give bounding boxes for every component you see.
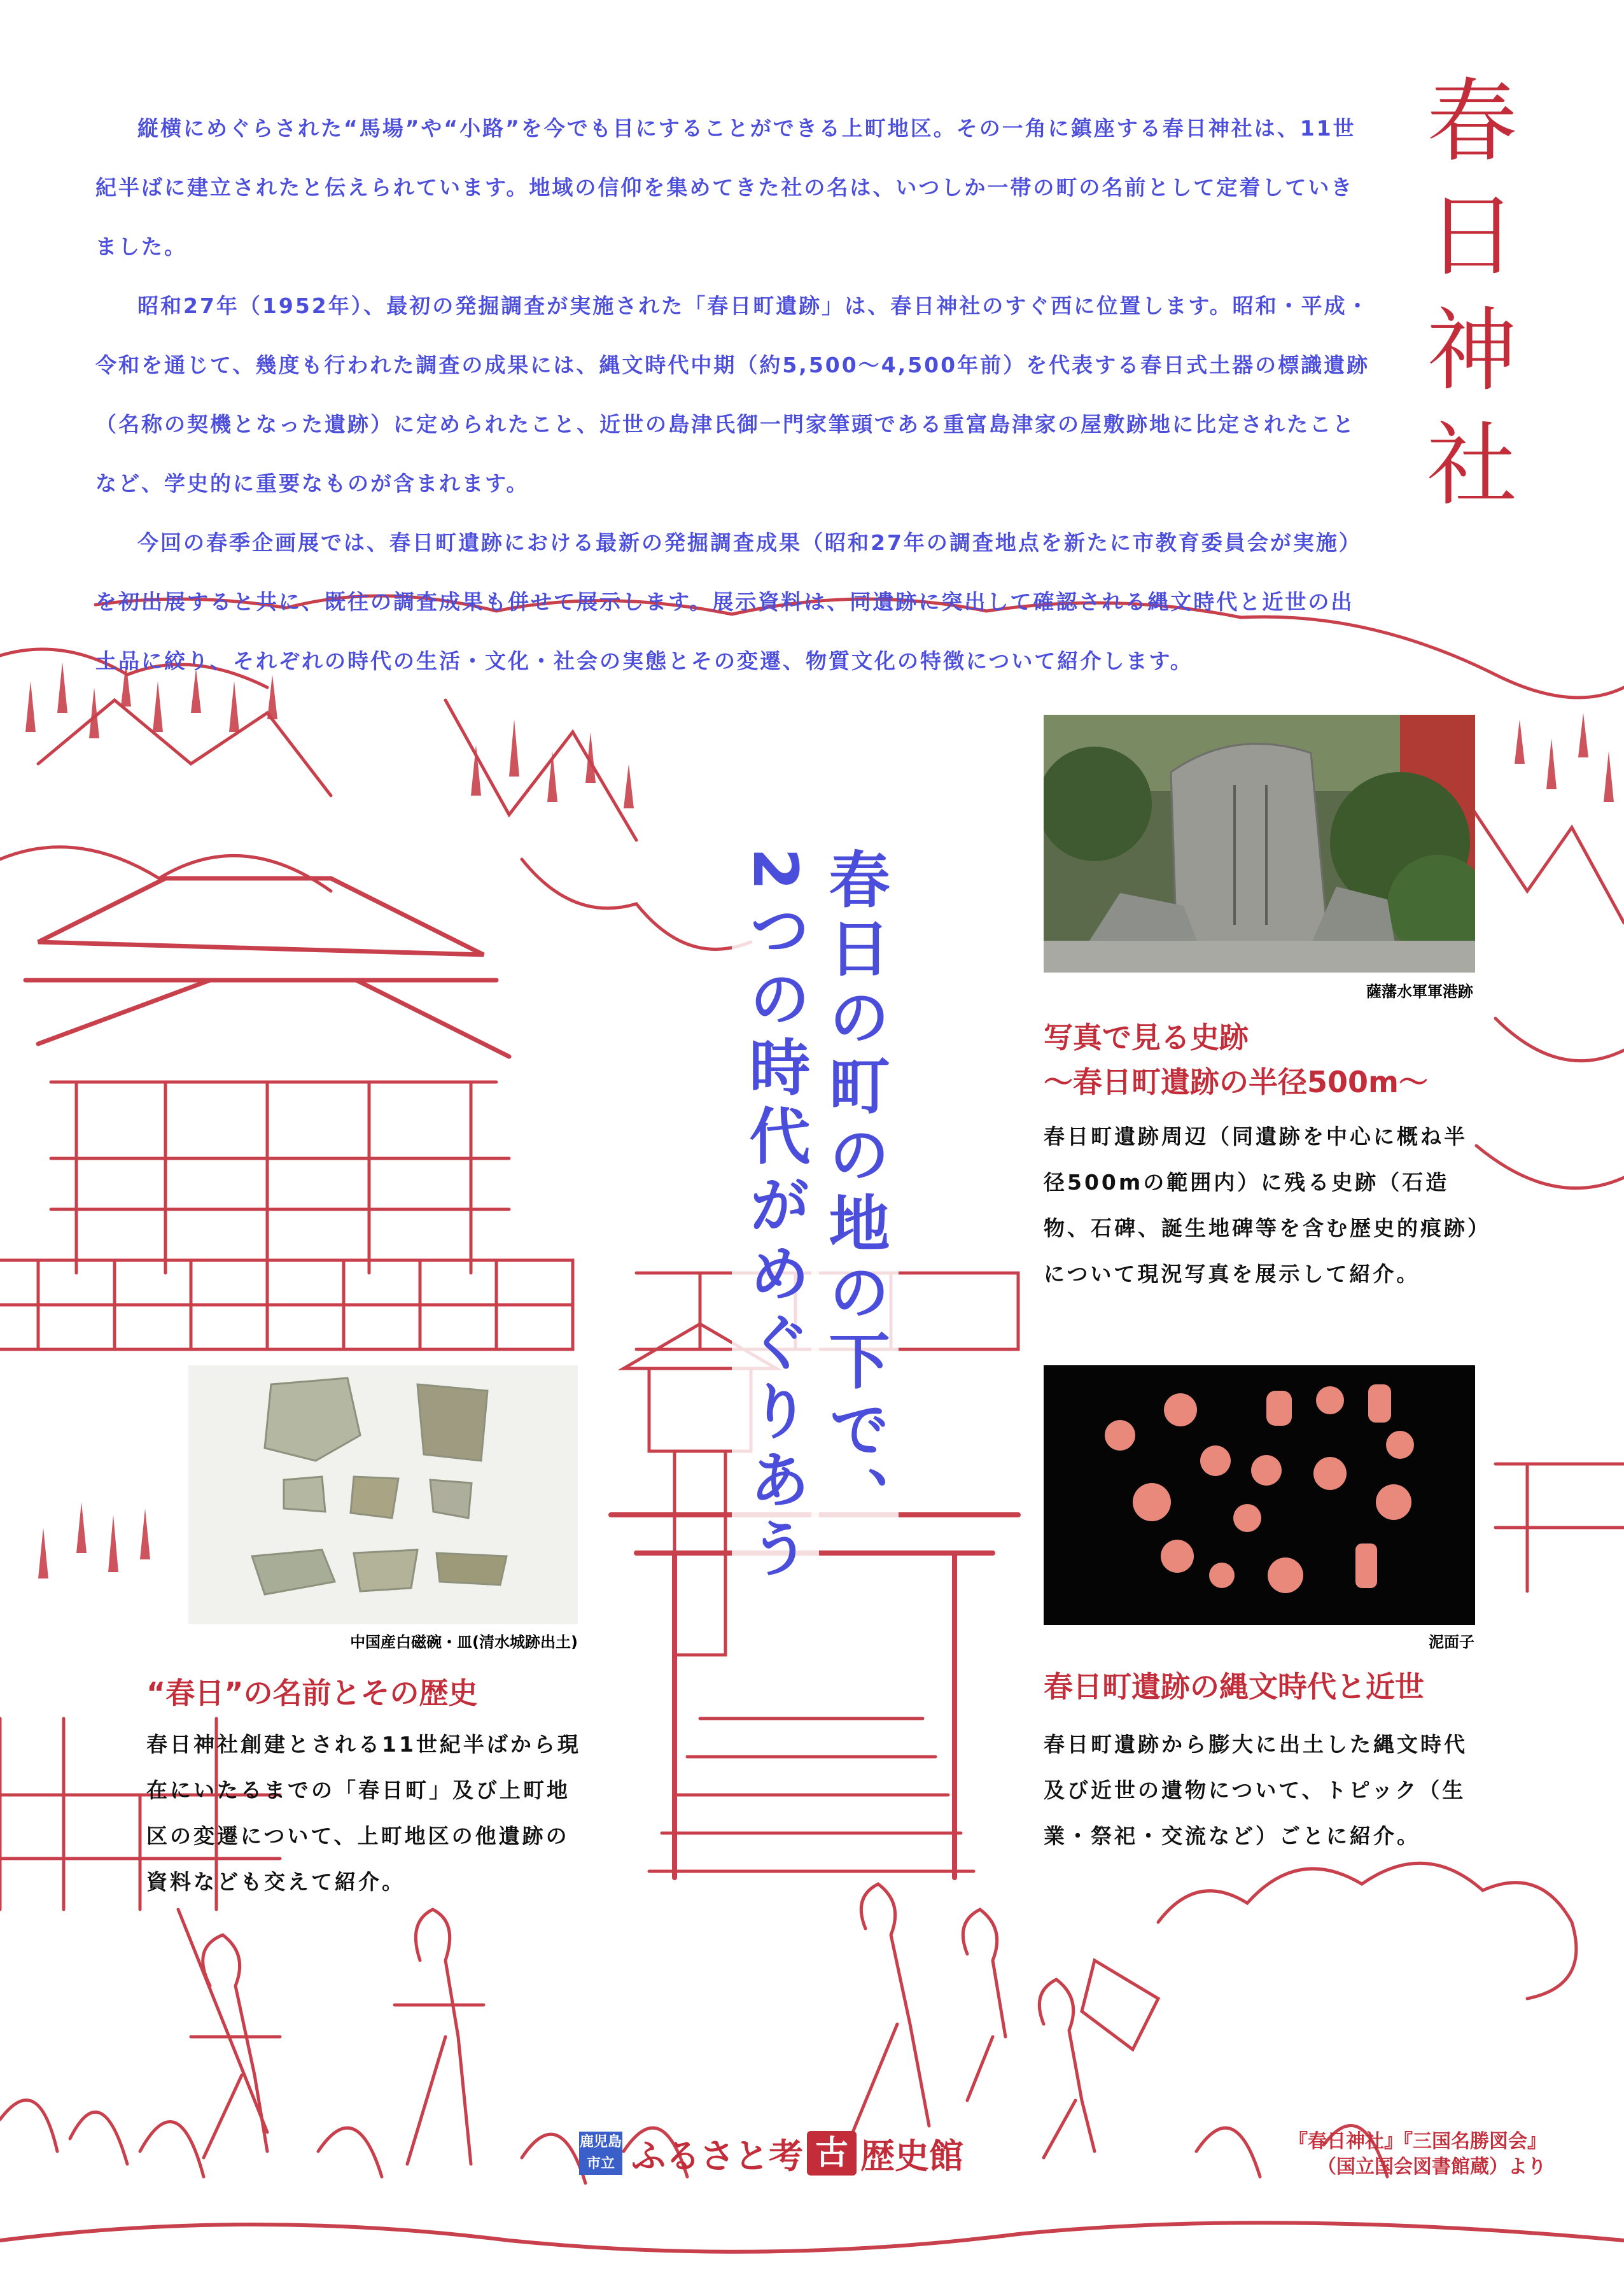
section-name-heading: “春日”の名前とその歴史 <box>146 1676 478 1710</box>
intro-paragraph-1: 縦横にめぐらされた“馬場”や“小路”を今でも目にすることができる上町地区。その一角に鎮座する春日神社は、11世紀半ばに建立されたと伝えられています。地域の信仰を集めてきた社の名は、いつしか一帯の町の名前として定着していきました。 <box>95 116 1356 259</box>
monument-photo <box>1044 715 1475 973</box>
logo-name-1: ふるさと考 <box>631 2135 803 2176</box>
section-photo-heading-1: 写真で見る史跡 <box>1044 1020 1249 1055</box>
page-title: 春日神社 <box>1411 73 1516 531</box>
section-photo-heading-2: 〜春日町遺跡の半径500m〜 <box>1044 1065 1428 1099</box>
logo-name-3: 歴史館 <box>860 2135 963 2176</box>
section-name-body: 春日神社創建とされる11世紀半ばから現在にいたるまでの「春日町」及び上町地区の変遷について、上町地区の他遺跡の資料なども交えて紹介。 <box>146 1732 581 1894</box>
monument-photo-caption: 薩藩水軍軍港跡 <box>1366 983 1473 1001</box>
porcelain-sherds-caption: 中国産白磁碗・皿(清水城跡出土) <box>350 1633 578 1651</box>
illustration-credit <box>1190 2129 1546 2180</box>
clay-menko-photo <box>1044 1365 1475 1625</box>
catch-line-2: 2つの時代がめぐりあう <box>732 840 819 1593</box>
porcelain-sherds-photo <box>188 1365 578 1624</box>
credit-line-2: （国立国会図書館蔵）より <box>1317 2156 1546 2178</box>
intro-text <box>95 99 1375 691</box>
clay-menko-caption: 泥面子 <box>1429 1633 1474 1651</box>
museum-logo <box>579 2125 963 2182</box>
logo-city-box: 鹿児島市立 <box>579 2132 622 2175</box>
section-photo-body: 春日町遺跡周辺（同遺跡を中心に概ね半径500mの範囲内）に残る史跡（石造物、石碑、誕生地碑等を含む歴史的痕跡）について現況写真を展示して紹介。 <box>1044 1124 1481 1286</box>
section-jomon-heading: 春日町遺跡の縄文時代と近世 <box>1044 1670 1424 1704</box>
logo-name-2: 古 <box>807 2131 857 2176</box>
intro-paragraph-2: 昭和27年（1952年）、最初の発掘調査が実施された「春日町遺跡」は、春日神社のすぐ西に位置します。昭和・平成・令和を通じて、幾度も行われた調査の成果には、縄文時代中期（約5,500〜4,500年前）を代表する春日式土器の標識遺跡（名称の契機となった遺跡）に定められたこと、近世の島津氏御一門家筆頭である重富島津家の屋敷跡地に比定されたことなど、学史的に重要なものが含まれます。 <box>95 293 1370 496</box>
catch-line-1: 春日の町の地の下で、 <box>811 840 899 1543</box>
credit-line-1: 『春日神社』『三国名勝図会』 <box>1289 2130 1546 2153</box>
section-jomon-body: 春日町遺跡から膨大に出土した縄文時代及び近世の遺物について、トピック（生業・祭祀・交流など）ごとに紹介。 <box>1044 1732 1467 1848</box>
intro-paragraph-3: 今回の春季企画展では、春日町遺跡における最新の発掘調査成果（昭和27年の調査地点を新たに市教育委員会が実施）を初出展すると共に、既往の調査成果も併せて展示します。展示資料は、同遺跡に突出して確認される縄文時代と近世の出土品に絞り、それぞれの時代の生活・文化・社会の実態とその変遷、物質文化の特徴について紹介します。 <box>95 530 1362 673</box>
